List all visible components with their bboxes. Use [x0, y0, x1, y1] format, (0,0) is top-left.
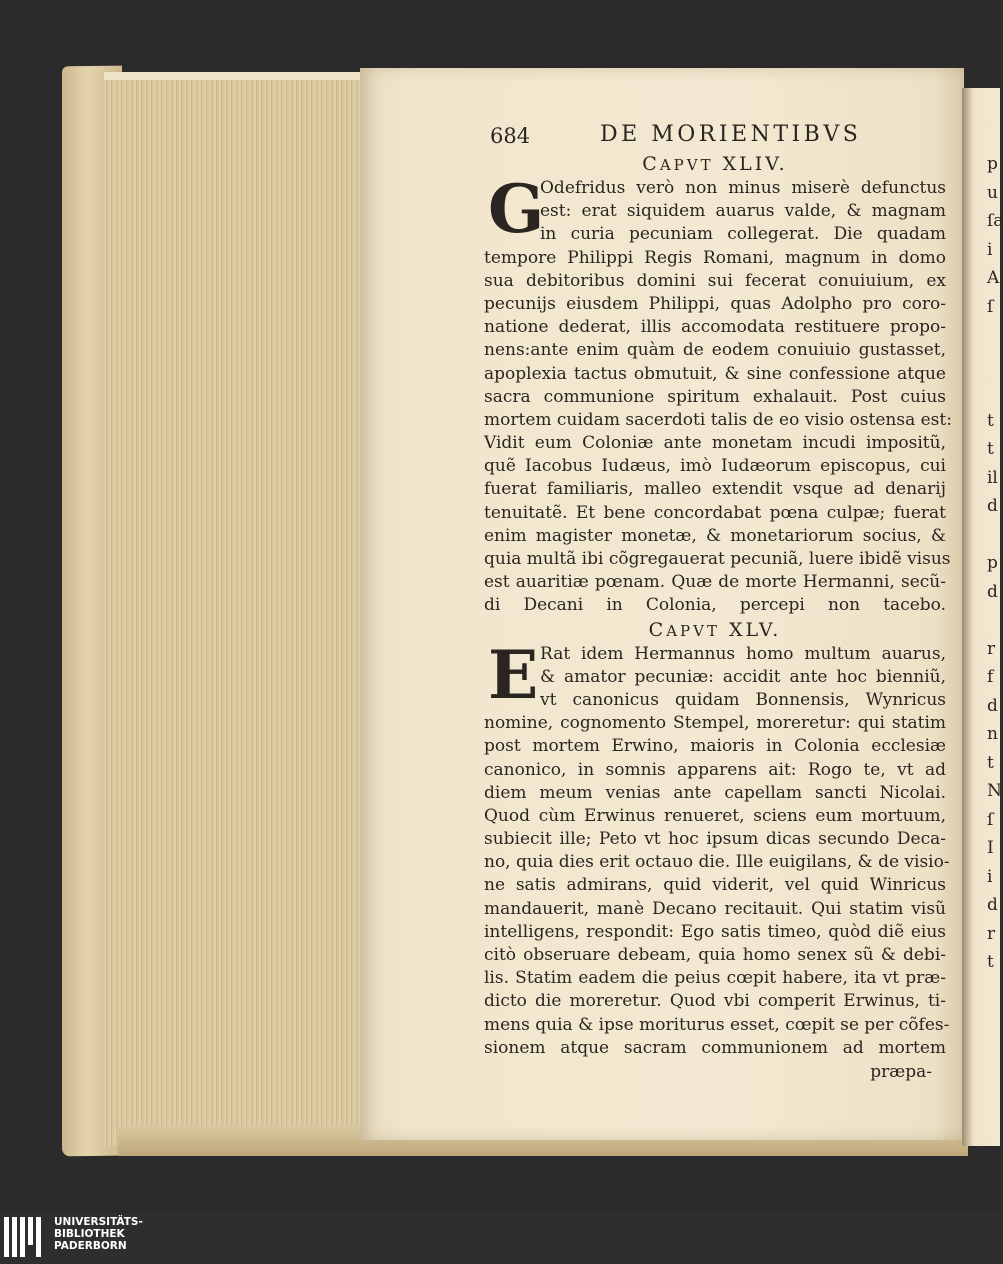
text-line: nens:ante enim quàm de eodem conuiuio gustasset,	[484, 340, 946, 361]
next-page-letter: ſ	[987, 809, 994, 830]
text-line: intelligens, respondit: Ego satis timeo, quòd diẽ eius	[484, 921, 946, 942]
next-page-letter	[987, 350, 1001, 379]
text-line: sacra communione spiritum exhalauit. Post cuius	[484, 386, 946, 407]
next-page-letter: i	[987, 239, 993, 260]
text-line: nomine, cognomento Stempel, moreretur: qui statim	[484, 713, 946, 734]
text-line: citò obseruare debeam, quia homo senex sũ & debi-	[484, 945, 946, 965]
next-page-letter: d	[987, 895, 998, 915]
running-head: DE MORIENTIBVS	[600, 122, 862, 147]
text-line: mortem cuidam sacerdoti talis de eo visio ostensa est:	[484, 409, 952, 430]
text-line: in curia pecuniam collegerat. Die quadam	[540, 224, 946, 245]
text-line: Rat idem Hermannus homo multum auarus,	[540, 643, 946, 664]
text-line: Odefridus verò non minus miserè defunctus	[540, 178, 946, 198]
next-page-letter: I	[987, 838, 994, 858]
text-line: & amator pecuniæ: accidit ante hoc bienniũ,	[540, 666, 946, 687]
text-line: subiecit ille; Peto vt hoc ipsum dicas secundo Deca-	[484, 829, 946, 850]
logo-bar	[36, 1217, 41, 1257]
library-logo-icon	[4, 1217, 44, 1257]
text-line: pecunijs eiusdem Philippi, quas Adolpho pro coro-	[484, 293, 946, 314]
text-line: canonico, in somnis apparens ait: Rogo te, vt ad	[484, 759, 946, 780]
next-page-letter: d	[987, 581, 998, 602]
logo-line: BIBLIOTHEK	[54, 1228, 125, 1240]
text-line: post mortem Erwino, maioris in Colonia ecclesiæ	[484, 736, 946, 757]
next-page-letter	[987, 378, 1001, 407]
text-line: no, quia dies erit octauo die. Ille euigilans, & de visio-	[484, 852, 950, 873]
next-page-letter: r	[987, 638, 996, 659]
next-page-fragment	[987, 150, 1001, 977]
next-page-letter: n	[987, 724, 998, 744]
chapter-heading-44: CAPVT XLIV.	[642, 153, 788, 175]
next-page-letter: d	[987, 695, 998, 716]
page-block-edge	[104, 72, 366, 1146]
next-page-letter: d	[987, 496, 998, 516]
text-line: est: erat siquidem auarus valde, & magnam	[540, 201, 946, 222]
logo-line: UNIVERSITÄTS-	[54, 1216, 143, 1228]
text-line: mens quia & ipse moriturus esset, cœpit se per cõfes-	[484, 1014, 950, 1035]
chapter-45-text	[484, 635, 950, 1060]
text-line: Vidit eum Coloniæ ante monetam incudi impositũ,	[484, 433, 946, 454]
text-line: apoplexia tactus obmutuit, & sine confessione atque	[484, 363, 946, 384]
next-page-letter: r	[987, 923, 996, 944]
chapter-44-text	[484, 170, 952, 618]
next-page-letter	[987, 606, 1001, 635]
text-line: ne satis admirans, quid viderit, vel quid Winricus	[484, 875, 946, 896]
text-line: lis. Statim eadem die peius cœpit habere, ita vt præ-	[484, 968, 946, 989]
text-line: tenuitatẽ. Et bene concordabat pœna culpæ; fuerat	[484, 502, 946, 523]
next-page-letter: f	[987, 667, 994, 687]
drop-capital: G	[488, 170, 545, 248]
next-page-letter: N	[987, 781, 1002, 801]
page-text	[484, 122, 952, 1084]
next-page-letter: il	[987, 467, 998, 488]
next-page-letter: ſa	[987, 211, 1003, 231]
chapter-heading-45: CAPVT XLV.	[648, 618, 782, 641]
logo-bar	[28, 1217, 33, 1245]
next-page-letter	[987, 521, 1001, 550]
next-page-letter: t	[987, 439, 994, 459]
next-page-letter: t	[987, 952, 994, 972]
logo-bar	[12, 1217, 17, 1257]
text-line: tempore Philippi Regis Romani, magnum in domo	[484, 247, 946, 268]
text-line: diem meum venias ante capellam sancti Nicolai.	[484, 782, 946, 803]
text-line: vt canonicus quidam Bonnensis, Wynricus	[540, 689, 946, 710]
text-line: sionem atque sacram communionem ad mortem	[484, 1037, 946, 1058]
next-page-letter: p	[987, 154, 998, 174]
text-line: quẽ Iacobus Iudæus, imò Iudæorum episcopus, cui	[484, 456, 946, 477]
next-page-letter: ſ	[987, 296, 994, 317]
text-line: mandauerit, manè Decano recitauit. Qui statim visũ	[484, 898, 946, 919]
page-number: 684	[490, 124, 531, 148]
text-line: natione dederat, illis accomodata restituere propo-	[484, 317, 946, 338]
text-line: enim magister monetæ, & monetariorum socius, &	[484, 525, 946, 546]
next-page-letter: t	[987, 410, 994, 431]
drop-capital: E	[488, 635, 539, 714]
text-line: Quod cùm Erwinus renueret, sciens eum mortuum,	[484, 805, 946, 826]
text-line: quia multã ibi cõgregauerat pecuniã, luere ibidẽ visus	[484, 549, 951, 569]
next-page-letter	[987, 321, 1001, 350]
logo-bar	[4, 1217, 9, 1257]
next-page-letter: p	[987, 553, 998, 573]
next-page-letter: u	[987, 182, 998, 203]
text-line: sua debitoribus domini sui fecerat conuiuium, ex	[484, 270, 946, 291]
logo-line: PADERBORN	[54, 1240, 127, 1252]
next-page-letter: t	[987, 752, 994, 773]
page-header	[484, 122, 946, 152]
logo-bar	[20, 1217, 25, 1257]
text-line: fuerat familiaris, malleo extendit vsque ad denarij	[484, 479, 946, 500]
next-page-letter: A	[987, 268, 1000, 288]
catchword: præpa-	[870, 1061, 932, 1082]
text-line: dicto die moreretur. Quod vbi comperit Erwinus, ti-	[484, 991, 946, 1012]
text-line: di Decani in Colonia, percepi non tacebo.	[484, 595, 946, 616]
next-page-letter: i	[987, 866, 993, 887]
text-line: est auaritiæ pœnam. Quæ de morte Hermanni, secũ-	[484, 572, 946, 593]
library-footer	[0, 1213, 1000, 1264]
library-logo-text	[54, 1216, 143, 1252]
